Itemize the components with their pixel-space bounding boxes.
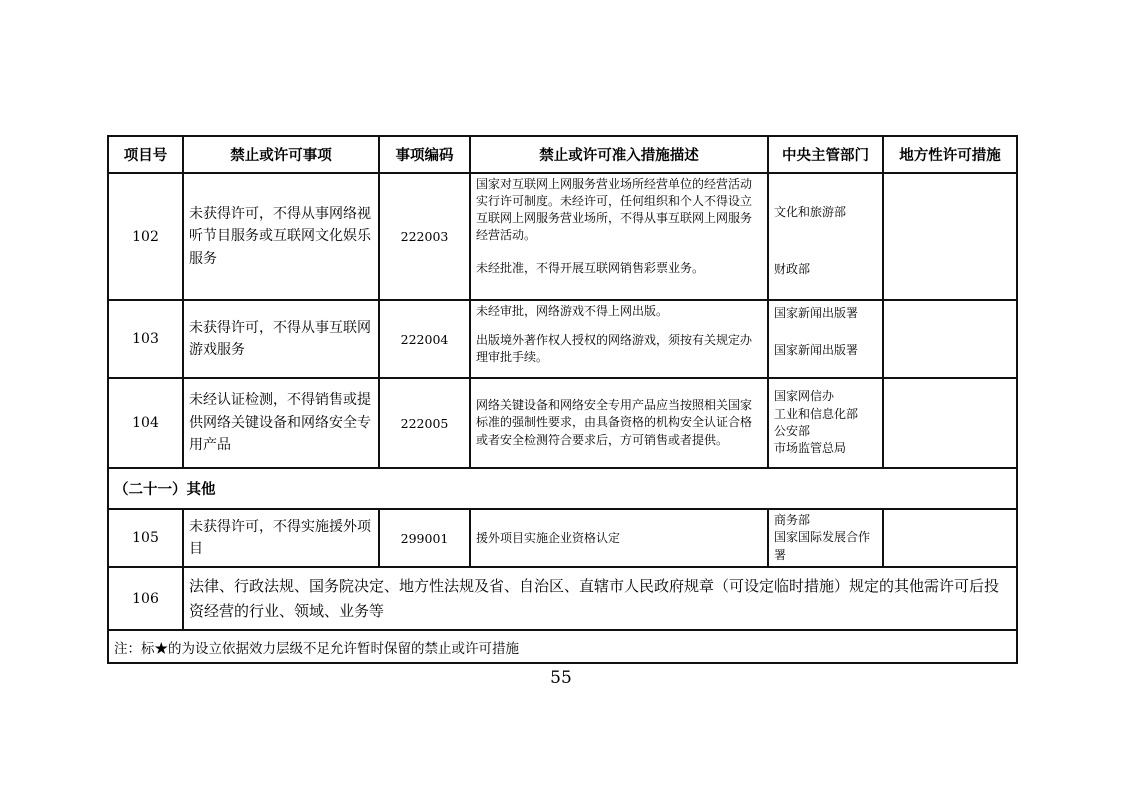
- row-106-matter: 法律、行政法规、国务院决定、地方性法规及省、自治区、直辖市人民政府规章（可设定临时措施）规定的其他需许可后投资经营的行业、领域、业务等: [183, 567, 1017, 630]
- row-103-matter: 未获得许可，不得从事互联网游戏服务: [183, 300, 379, 378]
- department-name: 文化和旅游部: [774, 205, 847, 219]
- row-103-departments: [768, 300, 883, 378]
- header-item-number: 项目号: [108, 136, 183, 173]
- table-footnote: 注：标★的为设立依据效力层级不足允许暂时保留的禁止或许可措施: [108, 630, 1017, 663]
- row-102-description-paragraph: 未经批准，不得开展互联网销售彩票业务。: [476, 261, 705, 276]
- row-103-description: [470, 300, 768, 378]
- header-local-measures: 地方性许可措施: [883, 136, 1017, 173]
- row-103-description-paragraph: 未经审批，网络游戏不得上网出版。: [476, 304, 669, 318]
- row-102-number: 102: [108, 173, 183, 300]
- department-name: 国家新闻出版署: [774, 343, 859, 358]
- row-103-code: 222004: [379, 300, 470, 378]
- row-105-number: 105: [108, 509, 183, 567]
- table-row-105: [108, 509, 1017, 567]
- row-104-description-paragraph: 网络关键设备和网络安全专用产品应当按照相关国家标准的强制性要求，由具备资格的机构安全认证合格或者安全检测符合要求后，方可销售或者提供。: [476, 398, 753, 447]
- row-105-matter: 未获得许可，不得实施援外项目: [183, 509, 379, 567]
- row-105-description-paragraph: 援外项目实施企业资格认定: [476, 530, 621, 545]
- page-number: 55: [550, 668, 572, 688]
- row-104-local-measures: [883, 378, 1017, 468]
- table-row-103: [108, 300, 1017, 378]
- department-name: 公安部: [774, 424, 811, 438]
- header-measure-description: 禁止或许可准入措施描述: [470, 136, 768, 173]
- row-102-description: [470, 173, 768, 300]
- row-105-departments: [768, 509, 883, 567]
- regulation-table: [107, 135, 1018, 664]
- row-102-matter: 未获得许可，不得从事网络视听节目服务或互联网文化娱乐服务: [183, 173, 379, 300]
- row-102-local-measures: [883, 173, 1017, 300]
- department-name: 商务部: [774, 513, 811, 527]
- row-104-description: [470, 378, 768, 468]
- table-note-row: [108, 630, 1017, 663]
- row-102-departments: [768, 173, 883, 300]
- department-name: 财政部: [774, 262, 811, 277]
- row-105-description: [470, 509, 768, 567]
- row-104-matter: 未经认证检测，不得销售或提供网络关键设备和网络安全专用产品: [183, 378, 379, 468]
- department-name: 国家新闻出版署: [774, 306, 859, 320]
- department-name: 工业和信息化部: [774, 406, 859, 421]
- row-105-local-measures: [883, 509, 1017, 567]
- table-row-106: [108, 567, 1017, 630]
- row-104-number: 104: [108, 378, 183, 468]
- department-name: 国家国际发展合作署: [774, 530, 871, 562]
- header-central-department: 中央主管部门: [768, 136, 883, 173]
- row-102-description-paragraph: 国家对互联网上网服务营业场所经营单位的经营活动实行许可制度。未经许可，任何组织和个人不得设立互联网上网服务营业场所，不得从事互联网上网服务经营活动。: [476, 177, 753, 243]
- row-104-code: 222005: [379, 378, 470, 468]
- table-row-102: [108, 173, 1017, 300]
- table-header-row: [108, 136, 1017, 173]
- section-header-label: （二十一）其他: [108, 468, 1017, 509]
- row-102-code: 222003: [379, 173, 470, 300]
- row-103-number: 103: [108, 300, 183, 378]
- row-106-number: 106: [108, 567, 183, 630]
- header-matter-code: 事项编码: [379, 136, 470, 173]
- department-name: 市场监管总局: [774, 441, 847, 456]
- header-prohibited-matter: 禁止或许可事项: [183, 136, 379, 173]
- section-header-row: [108, 468, 1017, 509]
- table-row-104: [108, 378, 1017, 468]
- row-103-local-measures: [883, 300, 1017, 378]
- department-name: 国家网信办: [774, 389, 835, 404]
- row-104-departments: [768, 378, 883, 468]
- row-105-code: 299001: [379, 509, 470, 567]
- regulation-table-container: [107, 135, 1018, 664]
- row-103-description-paragraph: 出版境外著作权人授权的网络游戏，须按有关规定办理审批手续。: [476, 333, 753, 365]
